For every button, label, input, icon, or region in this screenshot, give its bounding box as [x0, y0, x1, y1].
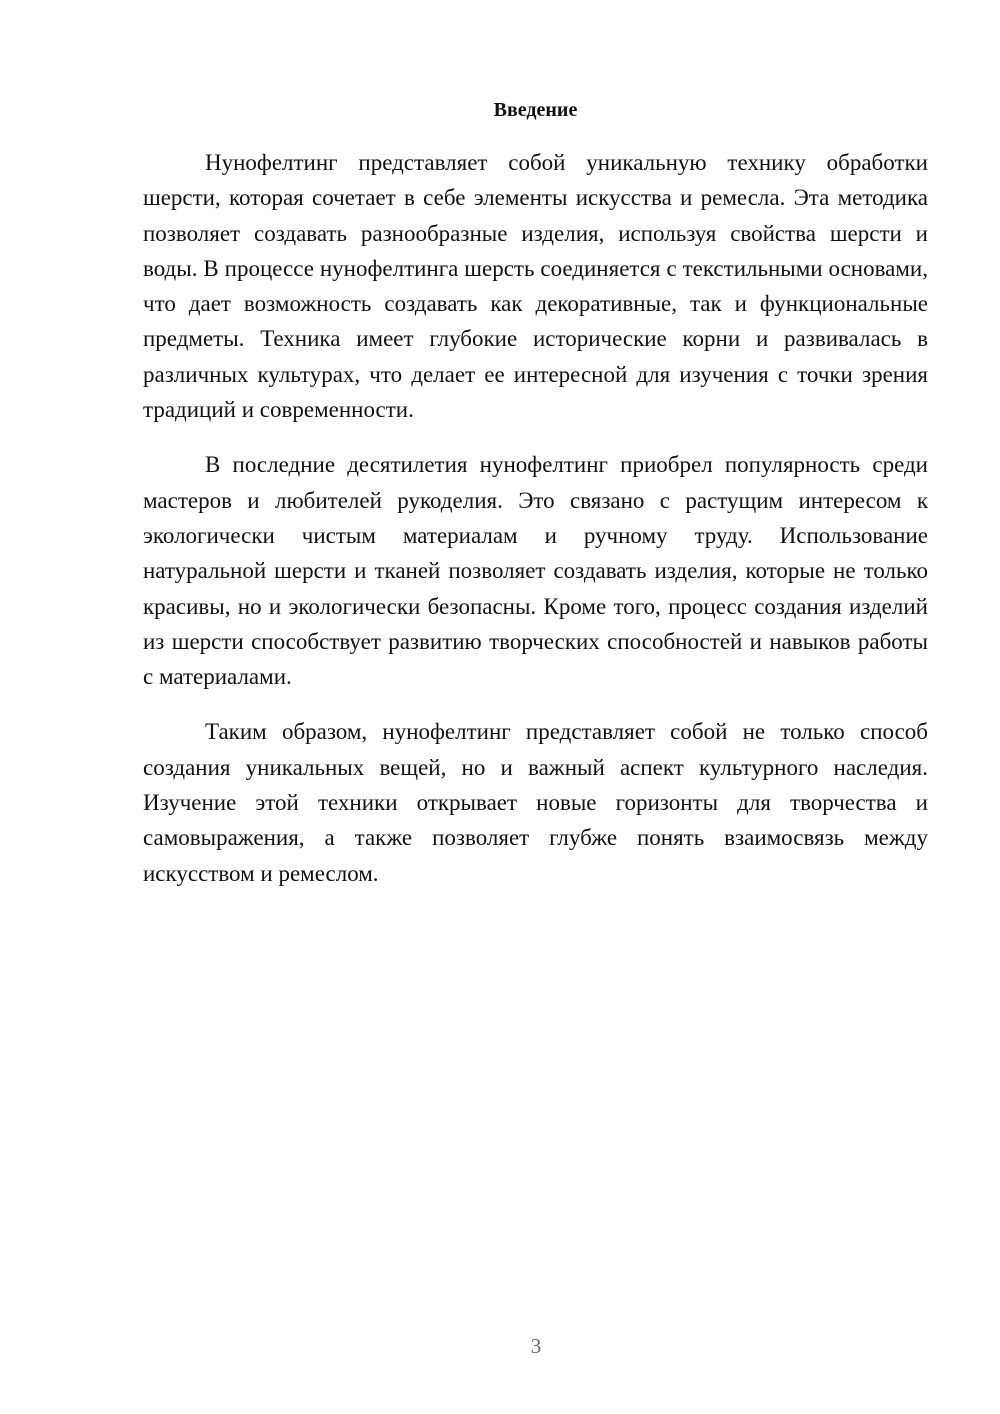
document-body [143, 95, 928, 911]
paragraph-2: В последние десятилетия нунофелтинг приобрел популярность среди мастеров и любителей рукоделия. Это связано с растущим интересом к экологически чистым материалам и ручному труду. Использование натуральной шерсти и тканей позволяет создавать изделия, которые не только красивы, но и экологически безопасны. Кроме того, процесс создания изделий из шерсти способствует развитию творческих способностей и навыков работы с материалами. [143, 452, 928, 690]
paragraph-3: Таким образом, нунофелтинг представляет собой не только способ создания уникальных вещей, но и важный аспект культурного наследия. Изучение этой техники открывает новые горизонты для творчества и самовыражения, а также позволяет глубже понять взаимосвязь между искусством и ремеслом. [143, 719, 928, 886]
page-number: 3 [530, 1334, 542, 1358]
section-heading: Введение [493, 99, 578, 121]
paragraph-1: Нунофелтинг представляет собой уникальную технику обработки шерсти, которая сочетает в себе элементы искусства и ремесла. Эта методика позволяет создавать разнообразные изделия, используя свойства шерсти и воды. В процессе нунофелтинга шерсть соединяется с текстильными основами, что дает возможность создавать как декоративные, так и функциональные предметы. Техника имеет глубокие исторические корни и развивалась в различных культурах, что делает ее интересной для изучения с точки зрения традиций и современности. [143, 150, 928, 423]
